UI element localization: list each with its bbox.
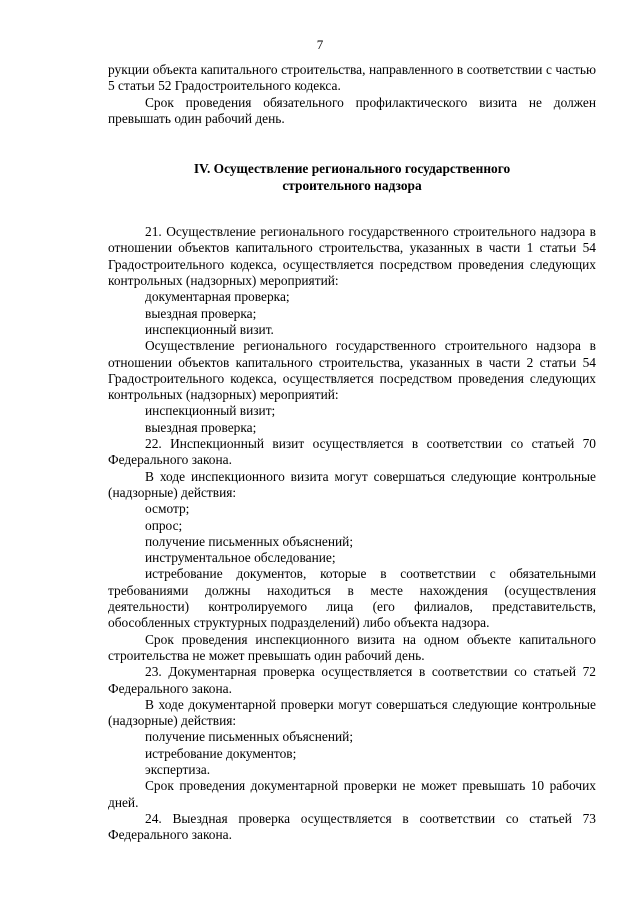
section-body	[108, 224, 596, 843]
list-item: опрос;	[145, 517, 183, 533]
paragraph: истребование документов, которые в соответствии с обязательными требованиями должны находиться в месте нахождения (осуществления деятельности) контролируемого лица (его филиалов, представительств, обособленных структурных подразделений) либо объекта надзора.	[108, 566, 596, 631]
paragraph-continuation: рукции объекта капитального строительства, направленного в соответствии с частью 5 статьи 52 Градостроительного кодекса.	[108, 62, 596, 94]
paragraph: Срок проведения документарной проверки не может превышать 10 рабочих дней.	[108, 778, 596, 810]
paragraph: 22. Инспекционный визит осуществляется в соответствии со статьей 70 Федерального закона.	[108, 436, 596, 468]
list-item: выездная проверка;	[145, 419, 257, 435]
paragraph: В ходе документарной проверки могут совершаться следующие контрольные (надзорные) действия:	[108, 696, 596, 729]
list-item: документарная проверка;	[145, 289, 290, 305]
list-item: инспекционный визит.	[145, 321, 274, 337]
section-heading	[108, 160, 596, 194]
paragraph: Срок проведения инспекционного визита на одном объекте капитального строительства не может превышать один рабочий день.	[108, 631, 596, 663]
paragraph: 24. Выездная проверка осуществляется в соответствии со статьей 73 Федерального закона.	[108, 810, 596, 843]
document-body	[108, 62, 596, 843]
paragraph: В ходе инспекционного визита могут совершаться следующие контрольные (надзорные) действия:	[108, 468, 596, 500]
list-item: инструментальное обследование;	[145, 550, 336, 566]
page-number: 7	[316, 37, 324, 52]
list-item: экспертиза.	[145, 761, 211, 777]
list-item: осмотр;	[145, 501, 190, 517]
paragraph: 23. Документарная проверка осуществляется в соответствии со статьей 72 Федерального закона.	[108, 664, 596, 696]
list-item: инспекционный визит;	[145, 403, 276, 419]
list-item: получение письменных объяснений;	[145, 729, 354, 745]
paragraph-visit-term: Срок проведения обязательного профилактического визита не должен превышать один рабочий день.	[108, 94, 596, 126]
section-title-line-1: IV. Осуществление регионального государственного	[193, 161, 511, 177]
list-item: получение письменных объяснений;	[145, 533, 354, 549]
section-title-line-2: строительного надзора	[282, 178, 422, 194]
list-item: истребование документов;	[145, 745, 297, 761]
paragraph: 21. Осуществление регионального государственного строительного надзора в отношении объектов капитального строительства, указанных в части 1 статьи 54 Градостроительного кодекса, осуществляется посредством проведения следующих контрольных (надзорных) мероприятий:	[108, 224, 596, 289]
list-item: выездная проверка;	[145, 305, 257, 321]
paragraph: Осуществление регионального государственного строительного надзора в отношении объектов капитального строительства, указанных в части 2 статьи 54 Градостроительного кодекса, осуществляется посредством проведения следующих контрольных (надзорных) мероприятий:	[108, 338, 596, 403]
